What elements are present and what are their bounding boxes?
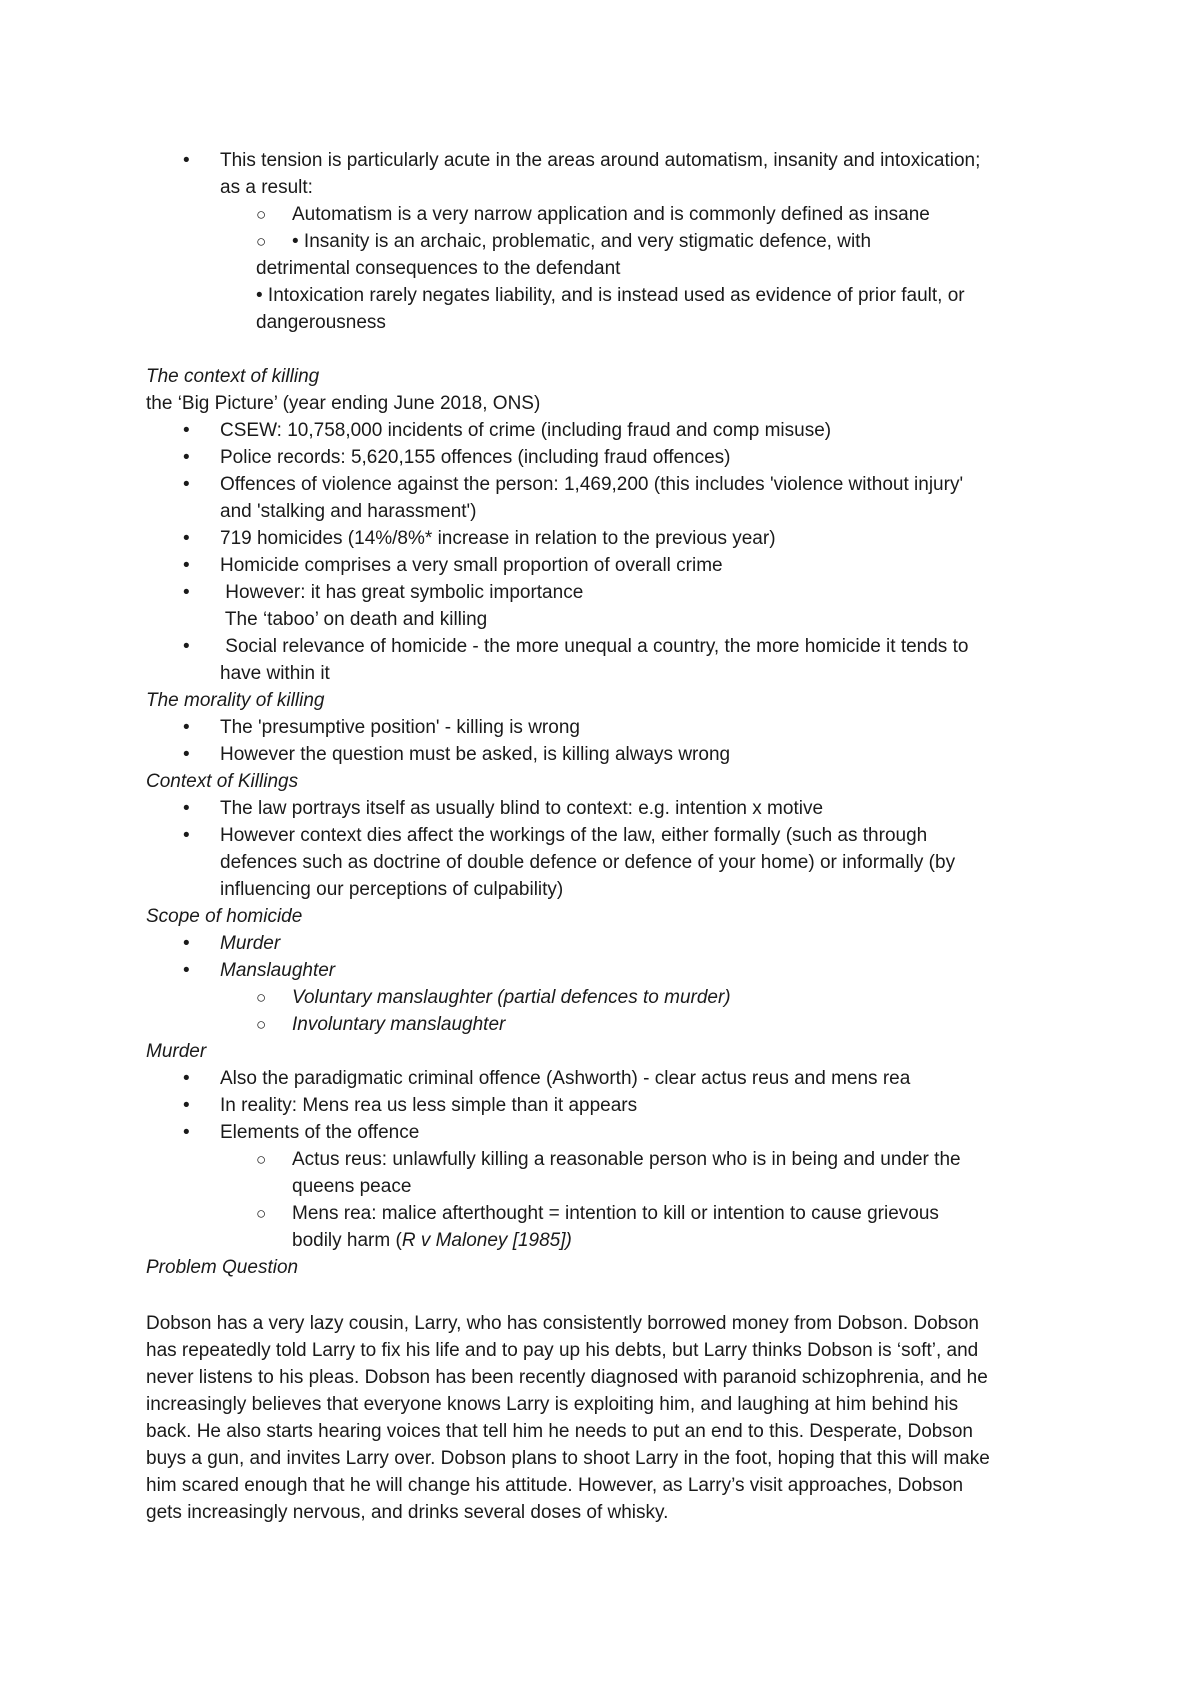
- problem-paragraph: [146, 1310, 1076, 1526]
- homicides-item: 719 homicides (14%/8%* increase in relation to the previous year): [220, 528, 776, 549]
- problem-heading: Problem Question: [146, 1257, 299, 1278]
- paradigm-item: Also the paradigmatic criminal offence (Ashworth) - clear actus reus and mens rea: [220, 1068, 911, 1089]
- bullet-marker: •: [183, 798, 190, 819]
- problem-line: him scared enough that he will change his attitude. However, as Larry’s visit approaches, Dobson: [146, 1475, 964, 1496]
- voluntary-item: Voluntary manslaughter (partial defences to murder): [292, 987, 731, 1008]
- scope-manslaughter-item: Manslaughter: [220, 960, 336, 981]
- violence-line-1: Offences of violence against the person: 1,469,200 (this includes 'violence without injury': [220, 474, 964, 495]
- problem-line: never listens to his pleas. Dobson has been recently diagnosed with paranoid schizophrenia, and he: [146, 1367, 988, 1388]
- presumptive-item: The 'presumptive position' - killing is wrong: [220, 717, 580, 738]
- bullet-marker: •: [183, 150, 190, 171]
- police-item: Police records: 5,620,155 offences (including fraud offences): [220, 447, 731, 468]
- question-item: However the question must be asked, is killing always wrong: [220, 744, 731, 765]
- insanity-line-1: • Insanity is an archaic, problematic, and very stigmatic defence, with: [292, 231, 872, 252]
- scope-heading: Scope of homicide: [146, 906, 303, 927]
- sub-bullet-marker: ○: [256, 1150, 267, 1169]
- bullet-marker: •: [183, 474, 190, 495]
- bullet-marker: •: [183, 528, 190, 549]
- however-line-1: However context dies affect the workings of the law, either formally (such as through: [220, 825, 928, 846]
- social-line-2: have within it: [220, 663, 330, 684]
- blind-item: The law portrays itself as usually blind to context: e.g. intention x motive: [220, 798, 824, 819]
- actus-line-1: Actus reus: unlawfully killing a reasonable person who is in being and under the: [292, 1149, 961, 1170]
- mens-line-2-text: bodily harm (: [292, 1230, 402, 1251]
- sub-bullet-marker: ○: [256, 988, 267, 1007]
- csew-item: CSEW: 10,758,000 incidents of crime (including fraud and comp misuse): [220, 420, 832, 441]
- bullet-marker: •: [183, 744, 190, 765]
- bullet-marker: •: [183, 447, 190, 468]
- intoxication-line-2: dangerousness: [256, 312, 386, 333]
- sub-bullet-marker: ○: [256, 232, 267, 251]
- bullet-marker: •: [183, 825, 190, 846]
- involuntary-item: Involuntary manslaughter: [292, 1014, 506, 1035]
- social-line-1: Social relevance of homicide - the more unequal a country, the more homicide it tends to: [220, 636, 969, 657]
- however-line-3: influencing our perceptions of culpability): [220, 879, 564, 900]
- automatism-item: Automatism is a very narrow application and is commonly defined as insane: [292, 204, 930, 225]
- bullet-marker: •: [183, 636, 190, 657]
- big-picture-subheading: the ‘Big Picture’ (year ending June 2018, ONS): [146, 393, 541, 414]
- tension-line-1: This tension is particularly acute in the areas around automatism, insanity and intoxication;: [220, 150, 981, 171]
- proportion-item: Homicide comprises a very small proportion of overall crime: [220, 555, 723, 576]
- violence-line-2: and 'stalking and harassment'): [220, 501, 477, 522]
- symbolic-item: However: it has great symbolic importance: [220, 582, 584, 603]
- murder-heading: Murder: [146, 1041, 207, 1062]
- elements-item: Elements of the offence: [220, 1122, 420, 1143]
- problem-line: gets increasingly nervous, and drinks several doses of whisky.: [146, 1502, 669, 1523]
- bullet-marker: •: [183, 1068, 190, 1089]
- insanity-line-2: detrimental consequences to the defendant: [256, 258, 621, 279]
- bullet-marker: •: [183, 1095, 190, 1116]
- bullet-marker: •: [183, 717, 190, 738]
- problem-line: Dobson has a very lazy cousin, Larry, who has consistently borrowed money from Dobson. Dobson: [146, 1313, 979, 1334]
- mens-line-1: Mens rea: malice afterthought = intention to kill or intention to cause grievous: [292, 1203, 939, 1224]
- mens-line-2: [292, 1228, 572, 1253]
- tension-line-2: as a result:: [220, 177, 313, 198]
- bullet-marker: •: [183, 420, 190, 441]
- taboo-line: The ‘taboo’ on death and killing: [220, 609, 488, 630]
- bullet-marker: •: [183, 933, 190, 954]
- intoxication-line-1: • Intoxication rarely negates liability, and is instead used as evidence of prior fault, or: [256, 285, 965, 306]
- maloney-citation: R v Maloney [1985]): [401, 1230, 572, 1251]
- problem-line: buys a gun, and invites Larry over. Dobson plans to shoot Larry in the foot, hoping that this will make: [146, 1448, 990, 1469]
- problem-line: back. He also starts hearing voices that tell him he needs to put an end to this. Desperate, Dobson: [146, 1421, 973, 1442]
- actus-line-2: queens peace: [292, 1176, 412, 1197]
- problem-line: increasingly believes that everyone knows Larry is exploiting him, and laughing at him behind his: [146, 1394, 959, 1415]
- sub-bullet-marker: ○: [256, 1015, 267, 1034]
- scope-murder-item: Murder: [220, 933, 281, 954]
- bullet-marker: •: [183, 1122, 190, 1143]
- however-line-2: defences such as doctrine of double defence or defence of your home) or informally (by: [220, 852, 956, 873]
- sub-bullet-marker: ○: [256, 205, 267, 224]
- bullet-marker: •: [183, 555, 190, 576]
- reality-item: In reality: Mens rea us less simple than it appears: [220, 1095, 638, 1116]
- killings-heading: Context of Killings: [146, 771, 299, 792]
- sub-bullet-marker: ○: [256, 1204, 267, 1223]
- morality-heading: The morality of killing: [146, 690, 325, 711]
- bullet-marker: •: [183, 960, 190, 981]
- context-heading: The context of killing: [146, 366, 320, 387]
- bullet-marker: •: [183, 582, 190, 603]
- problem-line: has repeatedly told Larry to fix his life and to pay up his debts, but Larry thinks Dobson is ‘soft’, and: [146, 1340, 979, 1361]
